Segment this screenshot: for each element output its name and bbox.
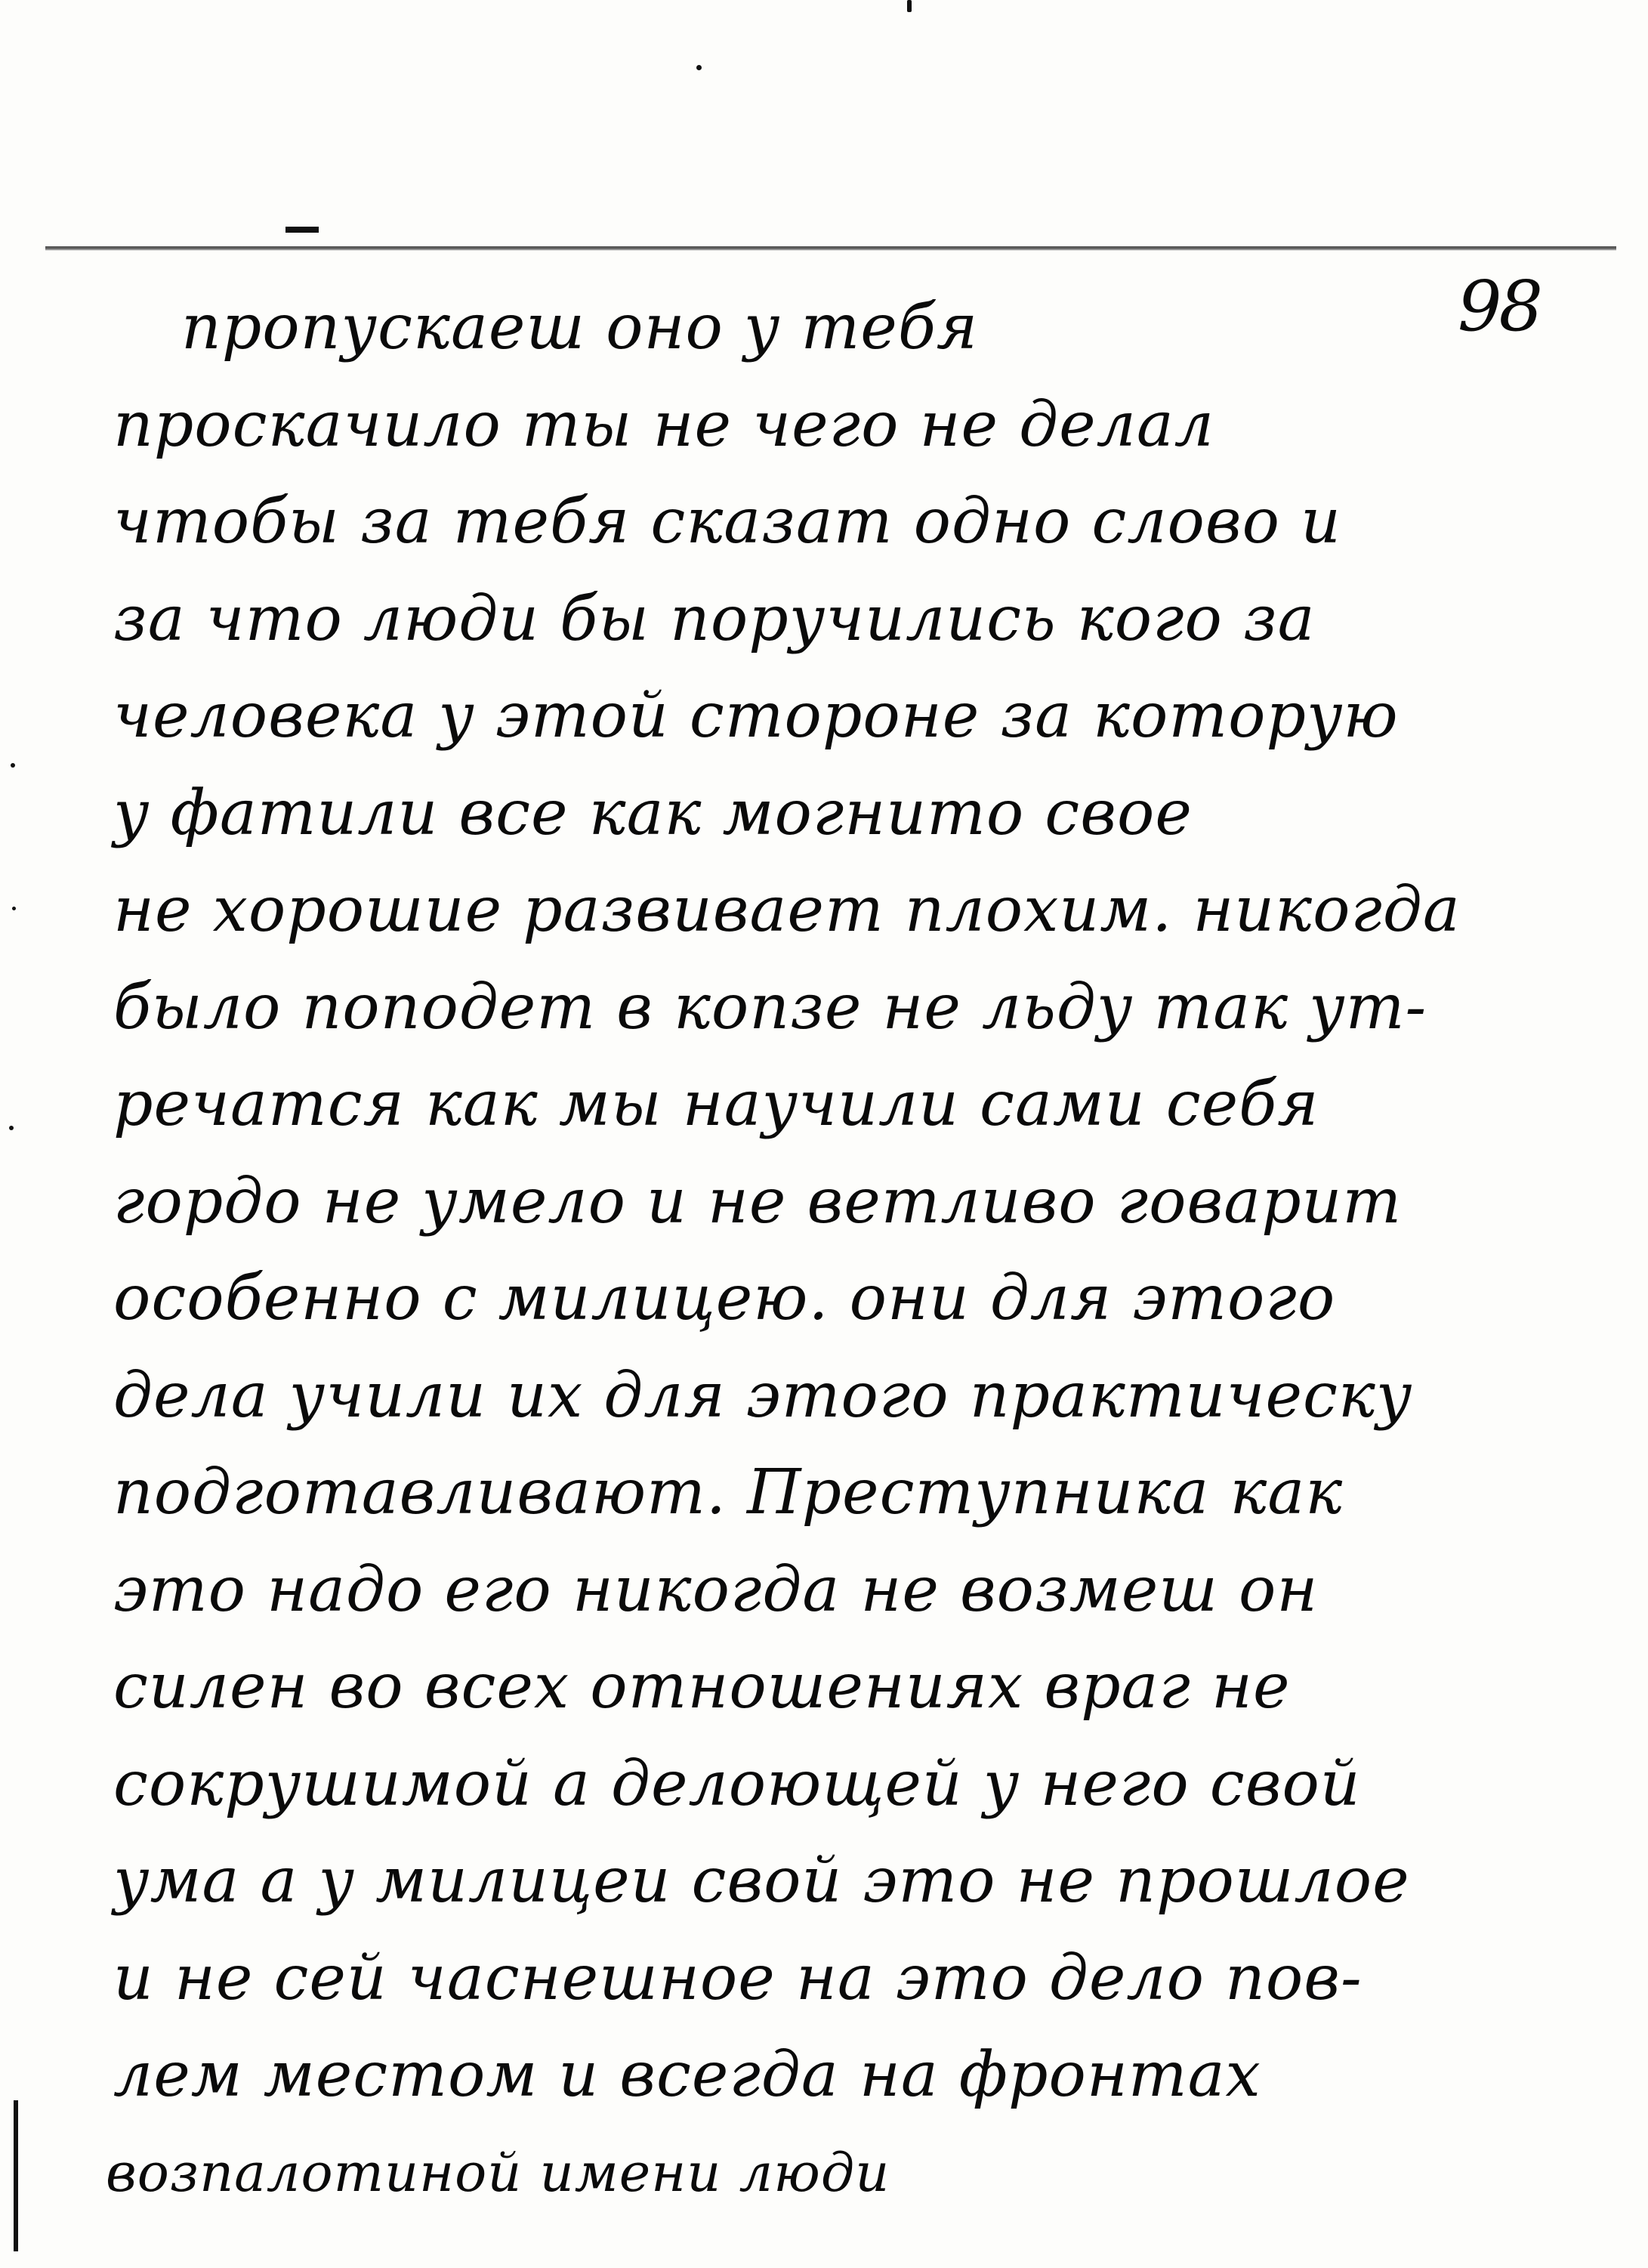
scan-speck	[696, 65, 702, 70]
rule-mark	[285, 227, 319, 233]
text-line: гордо не умело и не ветливо говарит	[113, 1165, 1403, 1238]
text-line: не хорошие развивает плохим. никогда	[113, 874, 1461, 947]
text-line: силен во всех отношениях враг не	[113, 1651, 1291, 1723]
text-line: чтобы за тебя сказат одно слово и	[113, 486, 1341, 558]
text-line: человека у этой стороне за которую	[113, 680, 1399, 752]
text-line: подготавливают. Преступника как	[113, 1457, 1344, 1529]
top-rule	[45, 246, 1616, 251]
text-line: ума а у милицеи свой это не прошлое	[113, 1845, 1410, 1917]
text-line: возпалотиной имени люди	[106, 2141, 890, 2204]
text-line: у фатили все как могнито свое	[113, 777, 1193, 849]
text-line: за что люди бы поручились кого за	[113, 582, 1316, 655]
text-line: особенно с милицею. они для этого	[113, 1262, 1336, 1335]
text-line: проскачило ты не чего не делал	[113, 388, 1214, 461]
scan-speck	[11, 763, 15, 768]
text-line: было поподет в копзе не льду так ут-	[113, 971, 1427, 1043]
text-line: лем местом и всегда на фронтах	[113, 2039, 1261, 2112]
text-line: сокрушимой а делоющей у него свой	[113, 1747, 1361, 1820]
margin-line	[14, 2100, 18, 2251]
text-line: речатся как мы научили сами себя	[113, 1068, 1319, 1141]
scan-speck	[12, 907, 16, 910]
scan-speck	[9, 1126, 14, 1130]
page-number: 98	[1458, 266, 1541, 347]
scan-speck	[907, 0, 912, 12]
handwritten-text	[106, 280, 1518, 2221]
text-line: это надо его никогда не возмеш он	[113, 1553, 1319, 1626]
text-line: пропускаеш оно у тебя	[181, 292, 979, 364]
text-line: дела учили их для этого практическу	[113, 1359, 1413, 1432]
text-line: и не сей часнешное на это дело пов-	[113, 1942, 1363, 2014]
